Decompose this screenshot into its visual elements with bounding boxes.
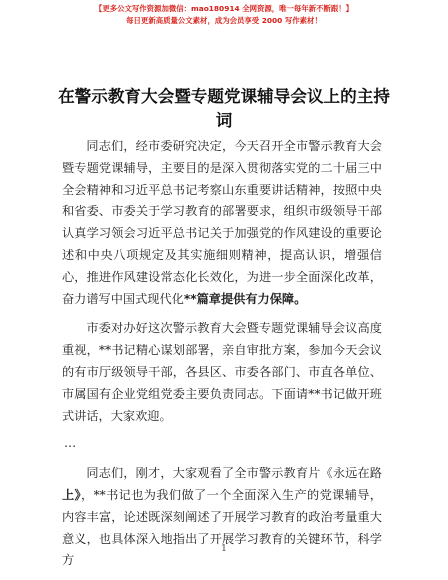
header-banner: [0, 4, 448, 26]
banner-line-2: 每日更新高质量公文素材，成为会员享受 2000 写作素材！: [126, 16, 322, 25]
paragraph-3-text-a: 同志们，刚才，大家观看了全市警示教育片《永远在路: [86, 466, 382, 481]
document-body: [62, 136, 382, 572]
ellipsis-marker: …: [64, 436, 77, 451]
document-title: 在警示教育大会暨专题党课辅导会议上的主持词: [58, 87, 390, 130]
page-number: 1: [221, 544, 227, 554]
paragraph-3-emphasis: 上》: [62, 487, 82, 502]
paragraph-1: [62, 136, 382, 310]
paragraph-3: [62, 463, 382, 572]
paragraph-2: 市委对办好这次警示教育大会暨专题党课辅导会议高度重视，**书记精心谋划部署，亲自审批方案，参加今天会议的有市厅级领导干部，各县区、市委各部门、市直各单位、市属国有企业党组党委主要负责同志。下面请**书记做开班式讲话，大家欢迎。: [62, 321, 382, 423]
paragraph-3-text-b: ，**书记也为我们做了一个全面深入生产的党课辅导，内容丰富，论述既深刻阐述了开展学习教育的政治考量重大意义，也具体深入地指出了开展学习教育的关键环节，科学方: [62, 487, 382, 568]
banner-line-1: 【更多公文写作资源加微信：mao180914 全网资源，唯一每年新不断跟！】: [94, 4, 354, 13]
paragraph-1-text: 同志们，经市委研究决定，今天召开全市警示教育大会暨专题党课辅导，主要目的是深入贯彻落实党的二十届三中全会精神和习近平总书记考察山东重要讲话精神，按照中央和省委、市委关于学习教育的部署要求，组织市级领导干部认真学习领会习近平总书记关于加强党的作风建设的重要论述和中央八项规定及其实施细则精神，提高认识，增强信心，推进作风建设常态化长效化，为进一步全面深化改革，奋力谱写中国式现代化: [62, 139, 382, 306]
paragraph-1-emphasis: **篇章提供有力保障。: [183, 291, 307, 306]
